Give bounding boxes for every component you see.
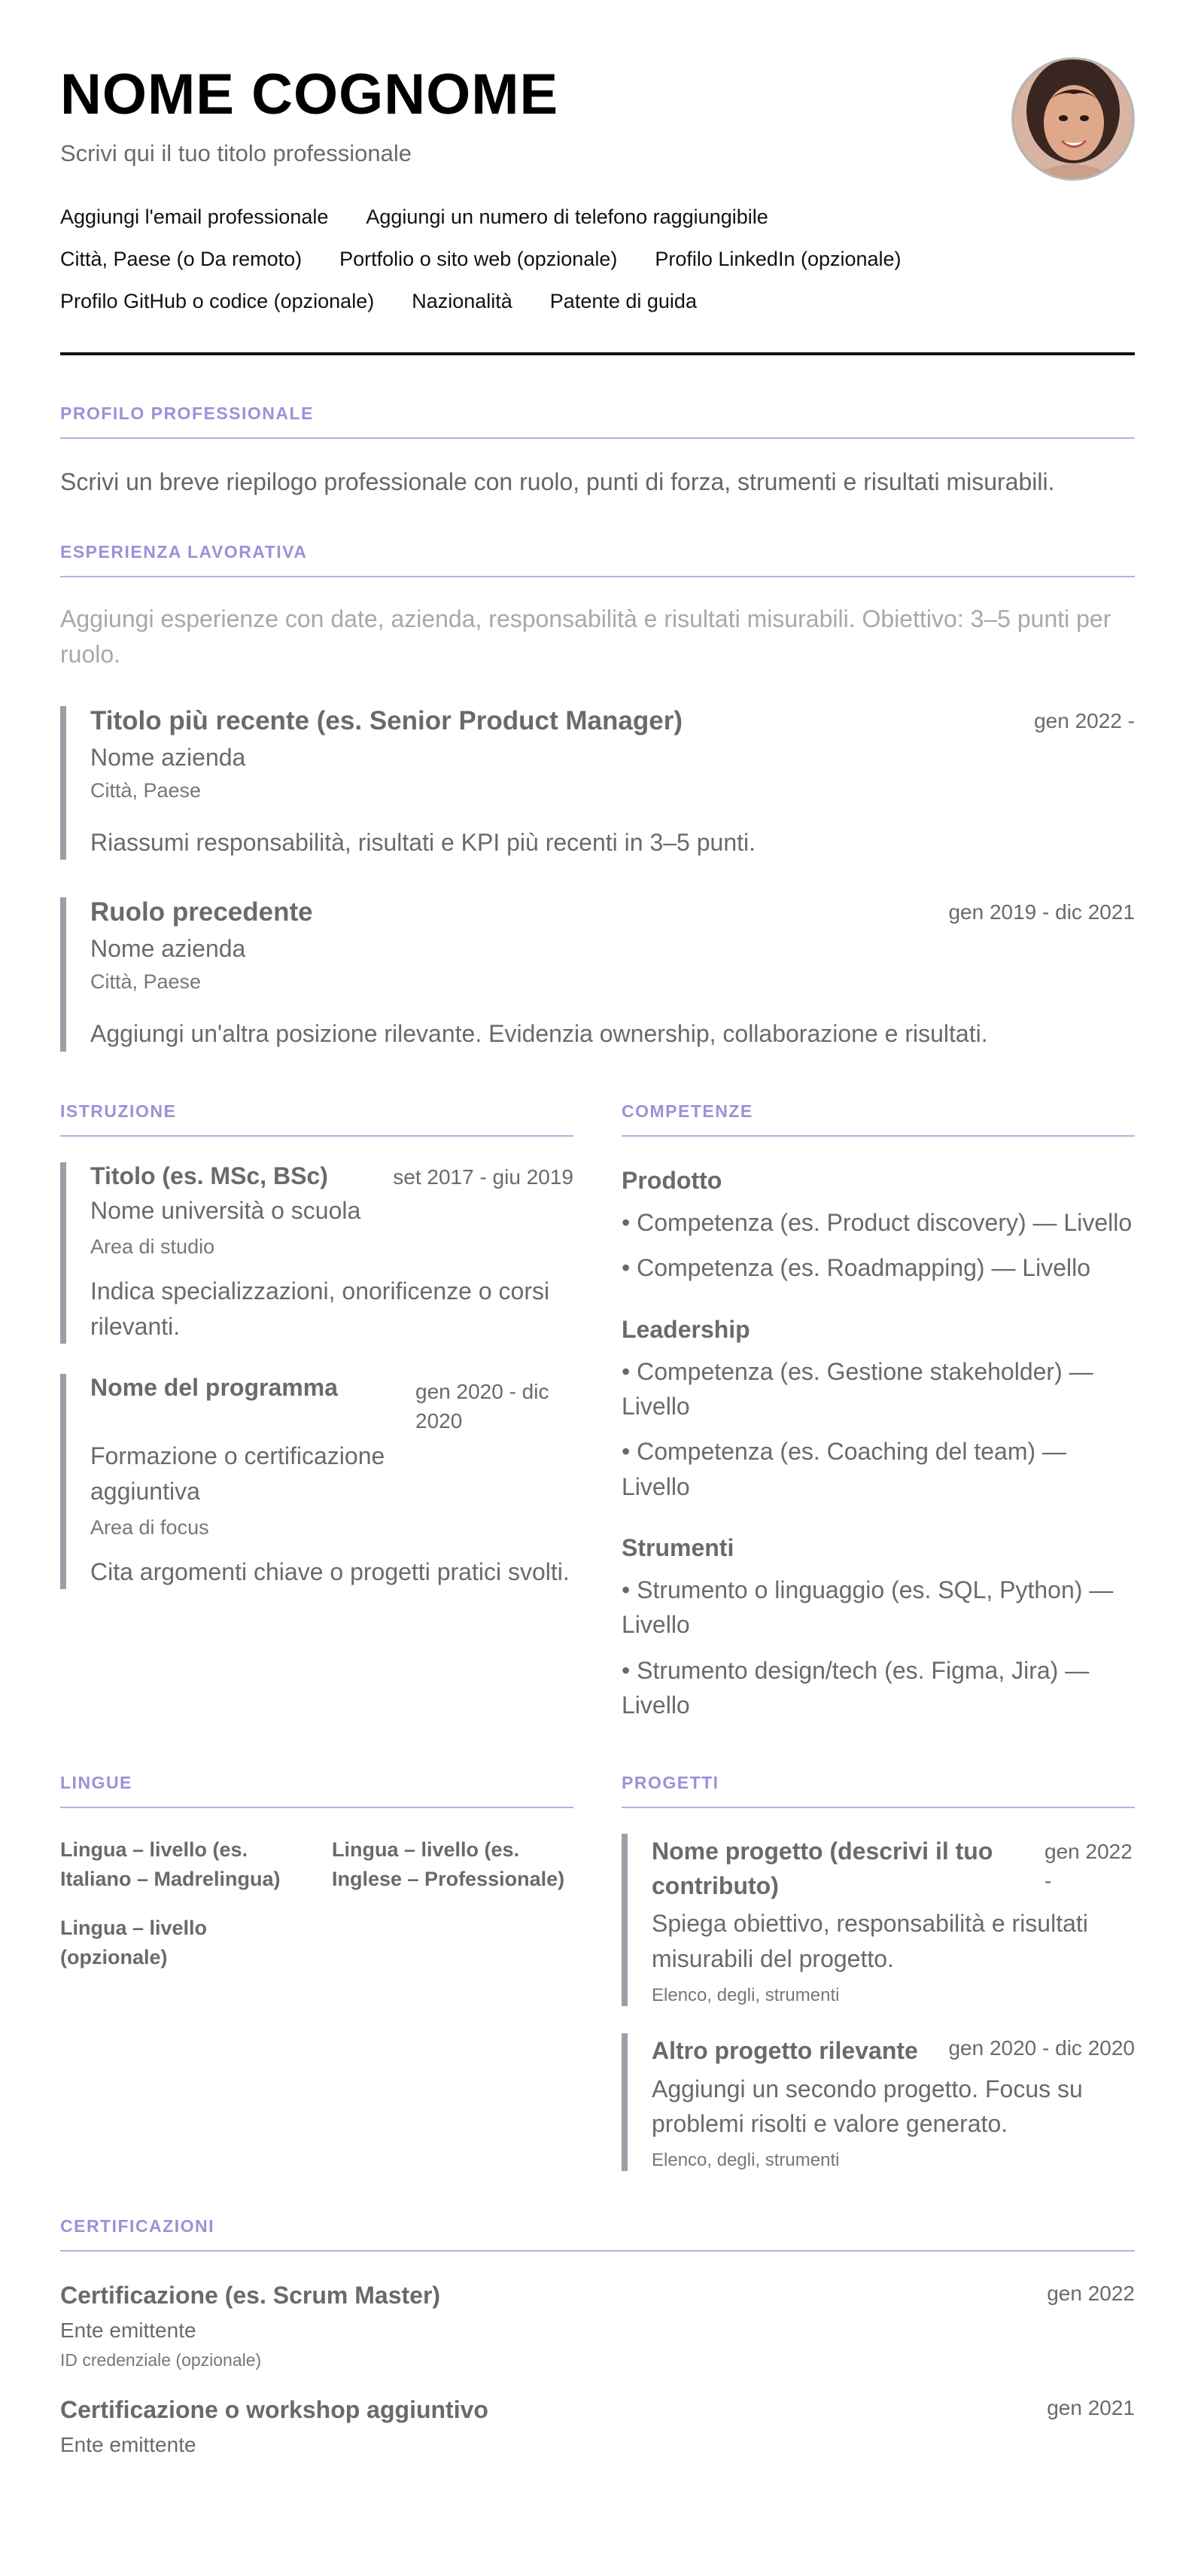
experience-entry [60,897,1135,1051]
language-item: Lingua – livello (es. Italiano – Madrelingua) [60,1838,281,1890]
certification-title: Certificazione (es. Scrum Master) [60,2282,441,2310]
email-contact[interactable]: Aggiungi l'email professionale [60,205,329,228]
skill-item: • Competenza (es. Coaching del team) — Livello [622,1438,1067,1500]
profile-section [60,403,1135,498]
certification-issuer: Ente emittente [60,2319,196,2343]
project-tools: Elenco, degli, strumenti [652,1985,840,2006]
degree-title: Titolo (es. MSc, BSc) [90,1162,328,1189]
study-field: Area di focus [90,1516,209,1539]
job-location: Città, Paese [90,778,202,802]
school-name: Nome università o scuola [90,1196,361,1224]
skill-group [622,1534,1135,1723]
job-title: Titolo più recente (es. Senior Product Manager) [90,705,683,735]
skill-group-name: Strumenti [622,1534,734,1562]
certification-date: gen 2022 [1047,2282,1135,2306]
certification-issuer: Ente emittente [60,2433,196,2457]
professional-title: Scrivi qui il tuo titolo professionale [60,140,412,166]
project-entry [622,1834,1135,2007]
header [60,62,1135,355]
linkedin-link[interactable]: Profilo LinkedIn (opzionale) [655,247,902,270]
section-heading: ESPERIENZA LAVORATIVA [60,542,1135,577]
project-description: Spiega obiettivo, responsabilità e risultati misurabili del progetto. [652,1910,1088,1972]
job-location: Città, Paese [90,970,202,994]
company-name: Nome azienda [90,935,246,963]
profile-summary: Scrivi un breve riepilogo professionale con ruolo, punti di forza, strumenti e risultati misurabili. [60,468,1055,495]
skill-group [622,1167,1135,1286]
education-description: Indica specializzazioni, onorificenze o corsi rilevanti. [90,1277,550,1340]
credential-id: ID credenziale (opzionale) [60,2350,262,2370]
nationality: Nazionalità [412,289,512,312]
contact-row [60,280,1135,322]
study-field: Area di studio [90,1235,215,1259]
contact-info [60,196,1135,322]
job-date: gen 2019 - dic 2021 [948,900,1135,924]
project-description: Aggiungi un secondo progetto. Focus su problemi risolti e valore generato. [652,2075,1083,2137]
candidate-name: NOME COGNOME [60,62,559,126]
language-item: Lingua – livello (es. Inglese – Professionale) [332,1838,565,1890]
contact-row [60,238,1135,280]
avatar [1011,57,1135,181]
job-description: Riassumi responsabilità, risultati e KPI più recenti in 3–5 punti. [90,828,756,856]
certification-title: Certificazione o workshop aggiuntivo [60,2396,488,2424]
driving-license: Patente di guida [549,289,697,312]
section-heading: COMPETENZE [622,1101,1135,1137]
certification-entry [60,2396,1135,2457]
skill-group-name: Prodotto [622,1166,722,1194]
skill-item: • Competenza (es. Roadmapping) — Livello [622,1254,1091,1282]
project-date: gen 2020 - dic 2020 [948,2036,1135,2060]
github-link[interactable]: Profilo GitHub o codice (opzionale) [60,289,375,312]
skill-group [622,1316,1135,1505]
experience-section [60,542,1135,1052]
project-tools: Elenco, degli, strumenti [652,2150,840,2171]
skill-group-name: Leadership [622,1315,750,1343]
education-section [60,1101,573,1723]
languages-projects-row [60,1773,1135,2172]
certification-entry [60,2282,1135,2370]
skill-item: • Strumento design/tech (es. Figma, Jira) — Livello [622,1656,1090,1719]
education-entry [60,1374,573,1590]
education-date: set 2017 - giu 2019 [393,1165,573,1189]
location-contact: Città, Paese (o Da remoto) [60,247,303,270]
skills-section [622,1101,1135,1723]
portfolio-link[interactable]: Portfolio o sito web (opzionale) [339,247,618,270]
program-title: Nome del programma [90,1373,338,1401]
project-title: Altro progetto rilevante [652,2037,918,2065]
header-divider [60,352,1135,355]
school-name: Formazione o certificazione aggiuntiva [90,1442,385,1505]
education-description: Cita argomenti chiave o progetti pratici svolti. [90,1558,570,1586]
education-date: gen 2020 - dic 2020 [415,1379,549,1433]
education-skills-row [60,1101,1135,1723]
experience-hint: Aggiungi esperienze con date, azienda, responsabilità e risultati misurabili. Obiettivo: 3–5 punti per ruolo. [60,605,1111,668]
education-entry [60,1162,573,1344]
certifications-section [60,2216,1135,2457]
skill-item: • Strumento o linguaggio (es. SQL, Python) — Livello [622,1576,1114,1639]
experience-entry [60,706,1135,860]
section-heading: PROGETTI [622,1773,1135,1808]
section-heading: ISTRUZIONE [60,1101,573,1137]
job-title: Ruolo precedente [90,897,313,927]
project-title: Nome progetto (descrivi il tuo contributo) [652,1837,993,1900]
job-date: gen 2022 - [1034,708,1135,732]
section-heading: PROFILO PROFESSIONALE [60,403,1135,439]
phone-contact[interactable]: Aggiungi un numero di telefono raggiungibile [366,205,768,228]
language-item: Lingua – livello (opzionale) [60,1916,208,1969]
project-date: gen 2022 - [1044,1839,1133,1892]
project-entry [622,2033,1135,2171]
job-description: Aggiungi un'altra posizione rilevante. Evidenzia ownership, collaborazione e risultati. [90,1020,988,1048]
skill-item: • Competenza (es. Product discovery) — Livello [622,1208,1133,1236]
avatar-photo-icon [1014,59,1133,178]
projects-section [622,1773,1135,2172]
languages-section [60,1773,573,2172]
skill-item: • Competenza (es. Gestione stakeholder) — Livello [622,1357,1093,1420]
section-heading: CERTIFICAZIONI [60,2216,1135,2252]
contact-row [60,196,1135,238]
section-heading: LINGUE [60,1773,573,1808]
certification-date: gen 2021 [1047,2396,1135,2420]
languages-list [60,1835,573,1973]
company-name: Nome azienda [90,743,246,771]
